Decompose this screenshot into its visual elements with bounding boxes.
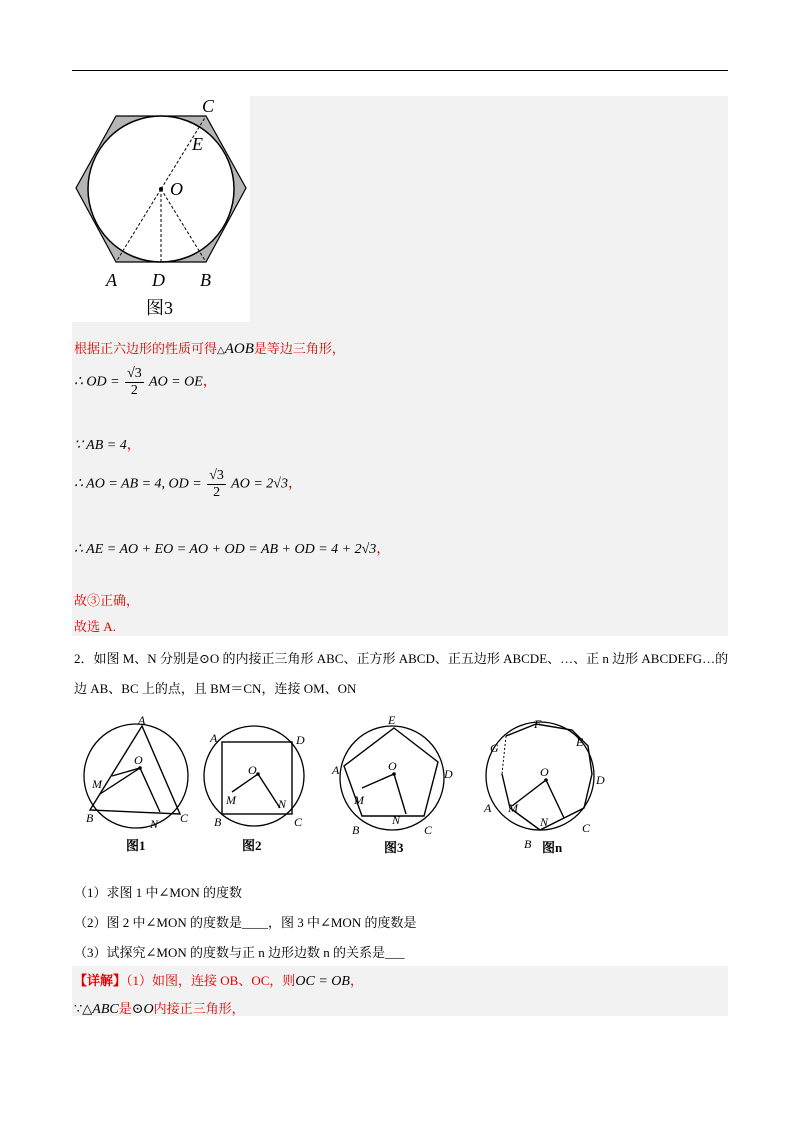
svg-text:M: M [226,793,236,807]
svg-text:B: B [352,823,360,837]
svg-text:E: E [388,713,396,727]
svg-text:O: O [248,763,257,777]
svg-text:C: C [582,821,591,835]
detail-line-1: 【详解】（1）如图，连接 OB、OC，则OC = OB， [74,973,363,989]
solution-line-5: ∴ AE = AO + EO = AO + OD = AB + OD = 4 + 2√3， [74,542,391,557]
solution-line-4: ∴ AO = AB = 4, OD = $\frac{√3}{2}$ AO = 2√3， [74,468,302,500]
label-o: O [170,179,183,199]
svg-text:B: B [214,815,222,829]
question-3: （3）试探究∠MON 的度数与正 n 边形边数 n 的关系是___ [74,945,405,960]
svg-text:图3: 图3 [384,840,404,855]
svg-text:M: M [508,801,518,815]
svg-text:B: B [86,811,94,825]
label-a: A [106,270,117,290]
polygon-figures [72,712,728,860]
detail-line-2: ∵△ABC是⊙O内接正三角形， [74,1001,245,1017]
problem2-line-1: 2．如图 M、N 分别是⊙O 的内接正三角形 ABC、正方形 ABCD、正五边形 ABCDE、…、正 n 边形 ABCDEFG…的 [74,651,729,666]
label-b: B [200,270,211,290]
question-1: （1）求图 1 中∠MON 的度数 [74,885,242,900]
label-e: E [192,134,203,154]
svg-text:A: A [332,763,340,777]
solution-line-7: 故选 A. [74,619,116,634]
hexagon-figure [72,96,250,322]
svg-text:M: M [354,793,364,807]
svg-text:C: C [294,815,303,829]
figure-2-square [204,726,305,853]
solution-line-3: ∵ AB = 4， [74,438,141,453]
svg-text:A: A [484,801,492,815]
svg-text:图n: 图n [542,840,563,855]
header-rule [72,70,728,71]
svg-text:N: N [392,813,401,827]
detail-tag: 【详解】 [74,973,127,988]
figure-caption: 图3 [146,298,173,318]
svg-text:B: B [524,837,532,851]
svg-text:E: E [576,735,584,749]
svg-text:A: A [210,731,218,745]
svg-text:O: O [388,759,397,773]
figure-1-triangle [84,713,189,853]
question-2: （2）图 2 中∠MON 的度数是____，图 3 中∠MON 的度数是 [74,915,417,930]
fraction: $\frac{√3}{2}$ [127,366,142,398]
svg-text:O: O [134,753,143,767]
label-d: D [152,270,165,290]
svg-text:N: N [278,797,287,811]
svg-text:图1: 图1 [126,838,146,853]
figure-3-pentagon [331,713,453,855]
svg-text:A: A [138,713,146,727]
svg-text:F: F [534,717,542,731]
svg-text:D: D [444,767,453,781]
problem2-line-2: 边 AB、BC 上的点，且 BM＝CN，连接 OM、ON [74,681,357,696]
svg-text:N: N [540,815,549,829]
svg-text:图2: 图2 [242,838,262,853]
svg-text:G: G [490,741,499,755]
svg-text:D: D [296,733,305,747]
solution-line-1: 根据正六边形的性质可得△AOB是等边三角形， [74,341,345,357]
solution-line-6: 故③正确， [74,593,140,608]
figure-n-polygon [483,717,605,855]
svg-text:C: C [424,823,433,837]
solution-line-2: ∴ OD = $\frac{√3}{2}$ AO = OE， [74,366,217,398]
label-c: C [202,96,215,116]
hexagon-diagram [72,96,250,322]
svg-text:M: M [92,777,102,791]
fraction: $\frac{√3}{2}$ [209,468,224,500]
svg-text:O: O [540,765,549,779]
svg-text:D: D [596,773,605,787]
svg-text:N: N [150,817,159,831]
svg-text:C: C [180,811,189,825]
